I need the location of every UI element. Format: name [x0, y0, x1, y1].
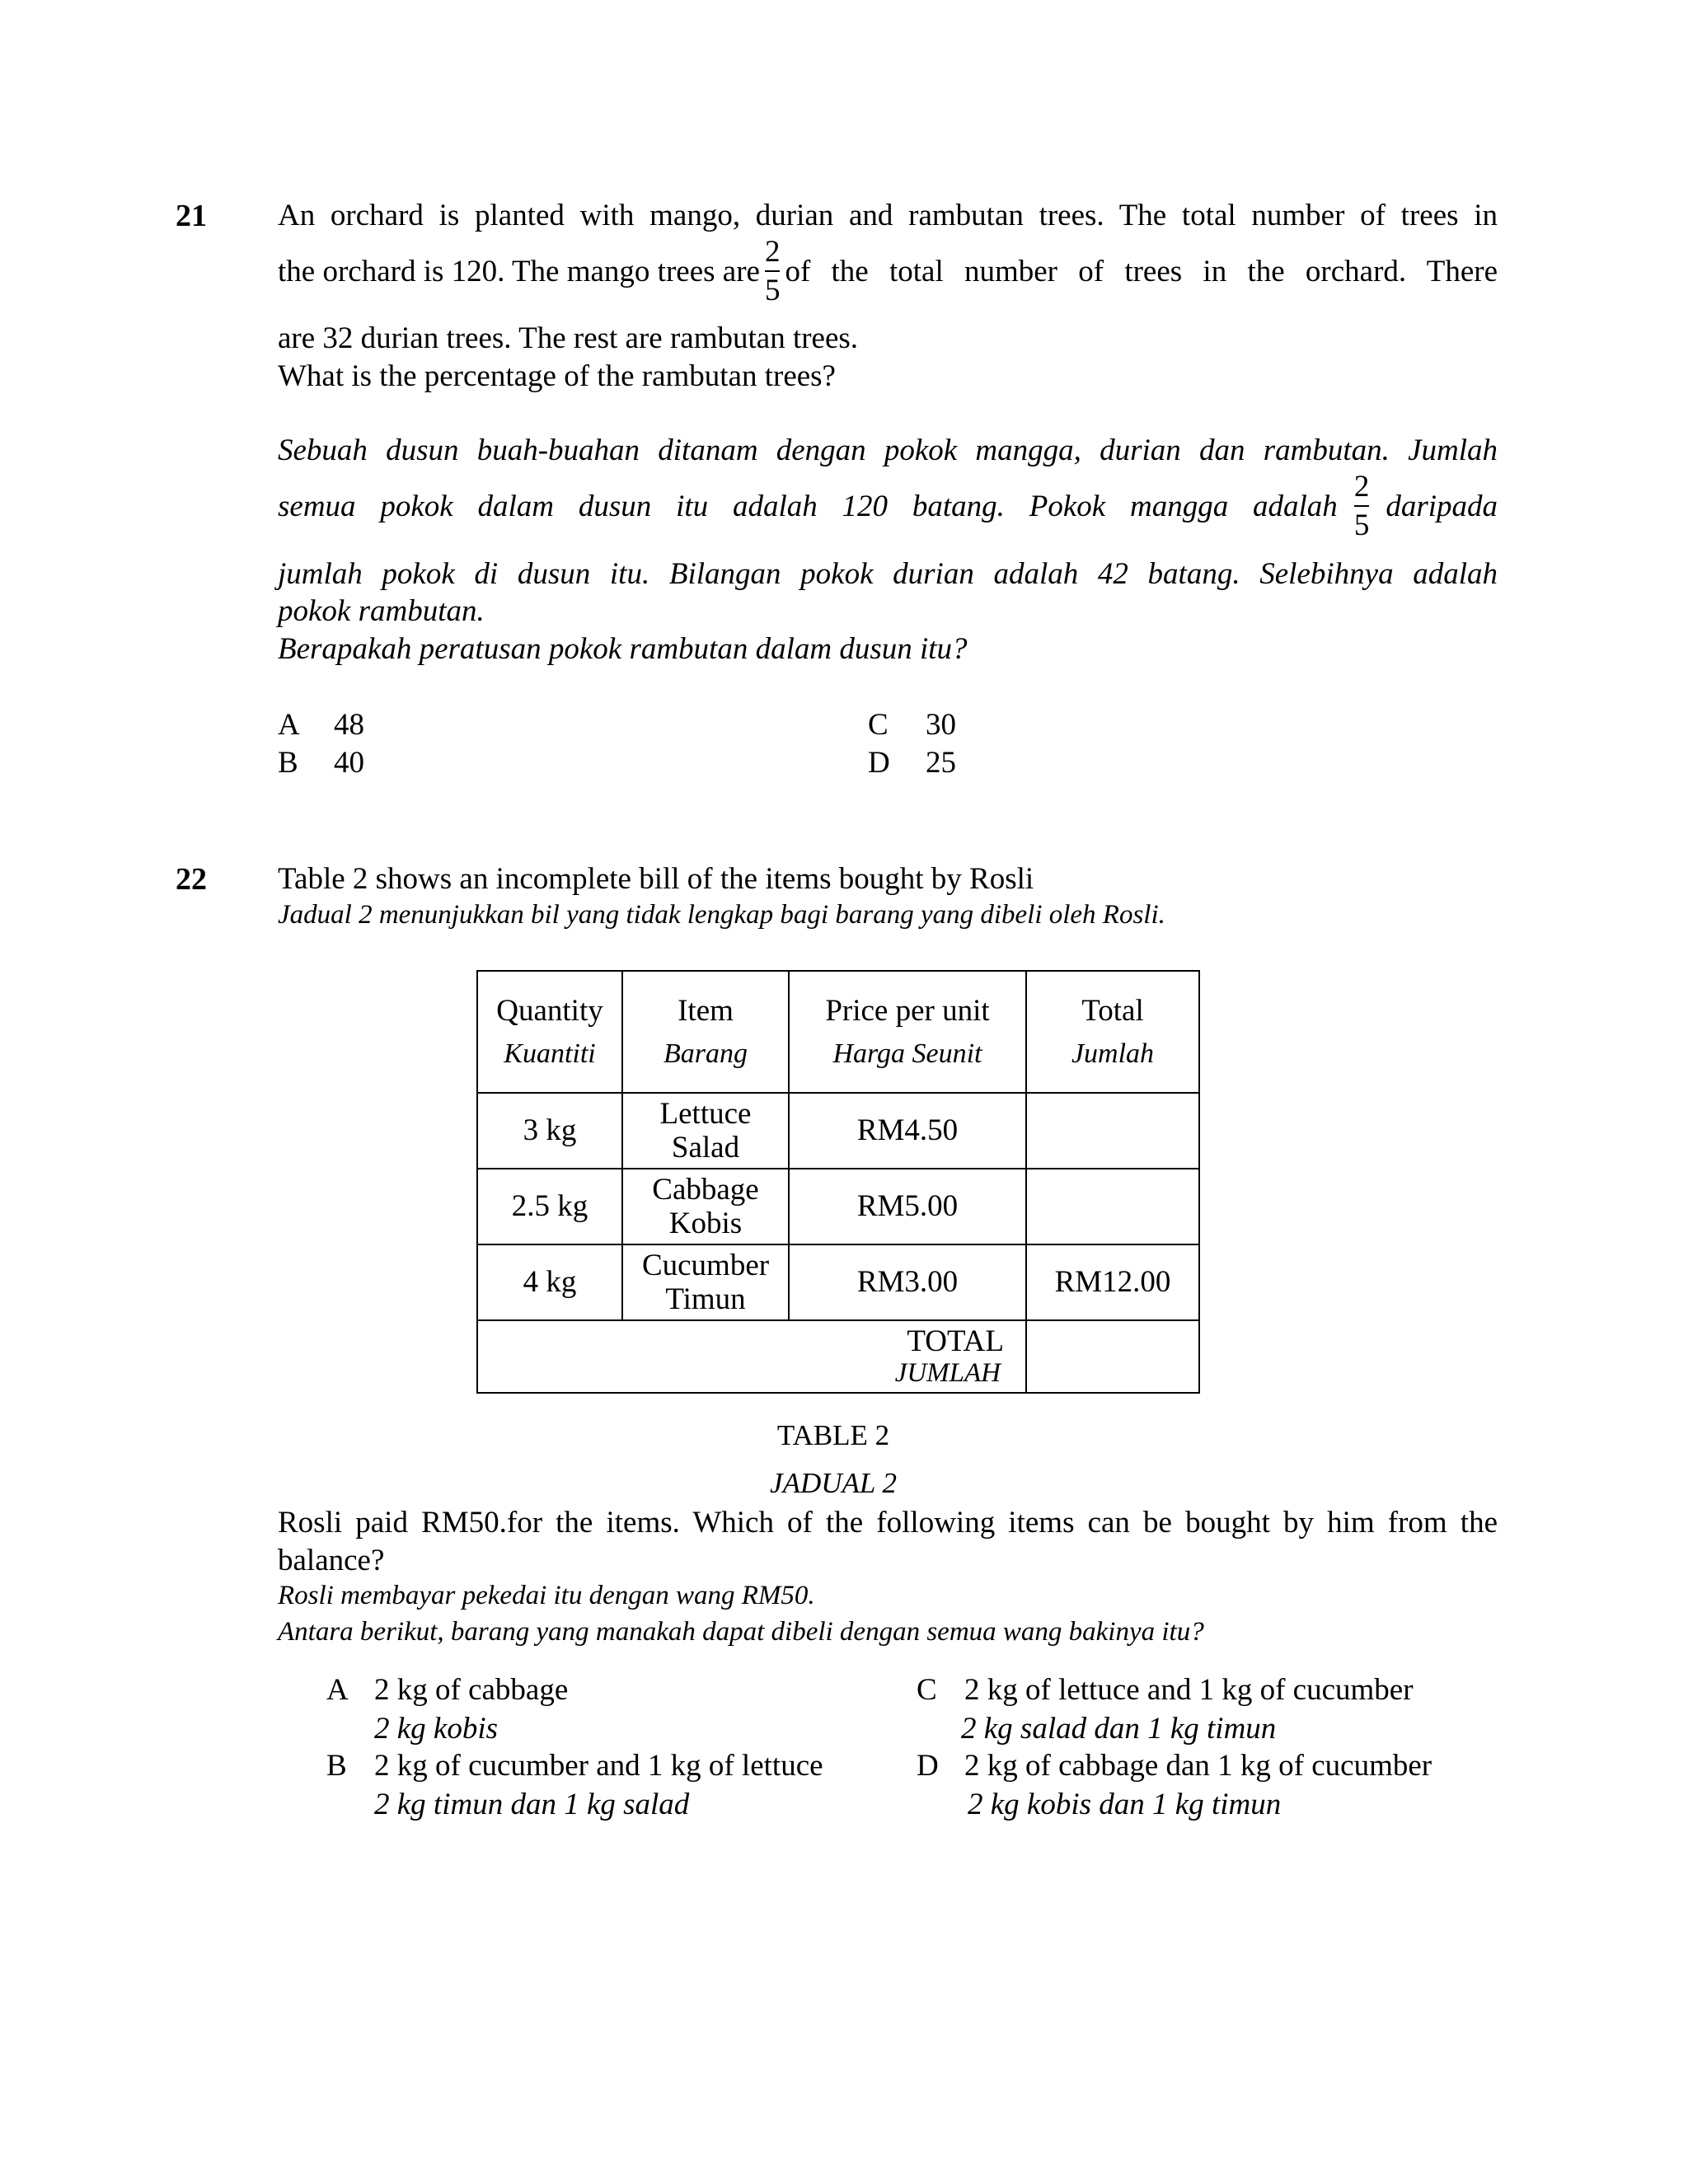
q21-en-line-1: An orchard is planted with mango, durian and rambutan trees. The total number of trees in	[278, 199, 1498, 232]
q21-en-line-2	[278, 237, 1498, 306]
cell-total	[1026, 1093, 1199, 1169]
header-item	[622, 971, 789, 1093]
q21-en-line-4: What is the percentage of the rambutan trees?	[278, 359, 836, 393]
table-row	[477, 1244, 1199, 1320]
q22-en-intro: Table 2 shows an incomplete bill of the items bought by Rosli	[278, 862, 1034, 896]
option-value: 25	[926, 746, 956, 780]
q21-option-b[interactable]	[278, 745, 364, 780]
option-letter: A	[326, 1673, 349, 1707]
table-caption-en	[0, 1419, 1688, 1452]
q21-fraction-en	[765, 237, 781, 306]
cell-quantity: 3 kg	[477, 1093, 622, 1169]
q22-ms-question-line-2: Antara berikut, barang yang manakah dapat dibeli dengan semua wang bakinya itu?	[278, 1617, 1204, 1647]
item-ms: Salad	[671, 1131, 740, 1165]
fraction-numerator: 2	[764, 235, 781, 269]
item-ms: Timun	[665, 1282, 746, 1316]
fraction-denominator: 5	[765, 270, 781, 306]
option-ms: 2 kg kobis	[374, 1712, 499, 1746]
fraction-denominator: 5	[1354, 505, 1370, 541]
total-label-ms: JUMLAH	[894, 1358, 1001, 1389]
cell-item	[622, 1093, 789, 1169]
header-total	[1026, 971, 1199, 1093]
header-total-ms: Jumlah	[1071, 1038, 1155, 1069]
question-21-number: 21	[176, 199, 207, 233]
header-price-ms: Harga Seunit	[832, 1038, 982, 1069]
item-en: Lettuce	[659, 1096, 752, 1131]
item-en: Cucumber	[641, 1248, 770, 1282]
header-total-en: Total	[1081, 993, 1144, 1028]
option-value: 30	[926, 708, 956, 742]
header-item-en: Item	[678, 993, 734, 1028]
option-en: 2 kg of cabbage dan 1 kg of cucumber	[964, 1749, 1432, 1783]
option-letter: A	[278, 708, 300, 742]
header-quantity-ms: Kuantiti	[504, 1038, 596, 1069]
option-letter: C	[868, 708, 889, 742]
item-ms: Kobis	[668, 1207, 743, 1240]
option-letter: D	[917, 1749, 939, 1783]
option-ms: 2 kg timun dan 1 kg salad	[374, 1788, 690, 1821]
header-price-en: Price per unit	[825, 993, 990, 1028]
q21-en-line-3: are 32 durian trees. The rest are rambutan trees.	[278, 321, 859, 355]
cell-total: RM12.00	[1026, 1244, 1199, 1320]
option-ms: 2 kg kobis dan 1 kg timun	[968, 1788, 1282, 1821]
cell-item	[622, 1244, 789, 1320]
q22-option-a[interactable]	[326, 1672, 568, 1746]
q22-ms-intro: Jadual 2 menunjukkan bil yang tidak lengkap bagi barang yang dibeli oleh Rosli.	[278, 900, 1165, 930]
header-price	[789, 971, 1026, 1093]
q22-option-d[interactable]	[917, 1748, 1432, 1822]
option-letter: C	[917, 1673, 937, 1707]
q22-option-c[interactable]	[917, 1672, 1414, 1746]
option-en: 2 kg of cabbage	[374, 1673, 569, 1707]
caption-ms-text: JADUAL 2	[770, 1467, 897, 1499]
option-en: 2 kg of lettuce and 1 kg of cucumber	[964, 1673, 1414, 1707]
question-22-number: 22	[176, 862, 207, 897]
option-en: 2 kg of cucumber and 1 kg of lettuce	[374, 1749, 823, 1783]
table-total-row	[477, 1320, 1199, 1393]
header-quantity	[477, 971, 622, 1093]
cell-quantity: 4 kg	[477, 1244, 622, 1320]
header-item-ms: Barang	[663, 1038, 748, 1069]
cell-price: RM4.50	[789, 1093, 1026, 1169]
q22-en-question-line-2: balance?	[278, 1544, 385, 1577]
cell-quantity: 2.5 kg	[477, 1169, 622, 1244]
q21-ms-line-5: Berapakah peratusan pokok rambutan dalam dusun itu?	[278, 632, 968, 666]
q21-option-c[interactable]	[868, 707, 956, 743]
cell-total-label	[477, 1320, 1026, 1393]
option-letter: D	[868, 746, 890, 780]
table-header-row	[477, 971, 1199, 1093]
table-caption-ms	[0, 1467, 1688, 1500]
caption-en-text: TABLE 2	[776, 1419, 890, 1451]
q21-option-d[interactable]	[868, 745, 956, 780]
option-value: 40	[334, 746, 364, 780]
option-value: 48	[334, 708, 364, 742]
header-quantity-en: Quantity	[496, 993, 603, 1028]
q22-option-b[interactable]	[326, 1748, 823, 1822]
q21-ms-line-4: pokok rambutan.	[278, 594, 485, 628]
q21-ms-line-3: jumlah pokok di dusun itu. Bilangan pokok durian adalah 42 batang. Selebihnya adalah	[278, 557, 1498, 591]
option-ms: 2 kg salad dan 1 kg timun	[961, 1712, 1277, 1746]
cell-price: RM3.00	[789, 1244, 1026, 1320]
q21-ms-line-1: Sebuah dusun buah-buahan ditanam dengan pokok mangga, durian dan rambutan. Jumlah	[278, 434, 1498, 467]
q22-en-question-line-1: Rosli paid RM50.for the items. Which of the following items can be bought by him from the	[278, 1506, 1498, 1540]
cell-grand-total	[1026, 1320, 1199, 1393]
table-row	[477, 1169, 1199, 1244]
q21-ms-line-2	[278, 471, 1498, 541]
q21-en-line-2b: of the total number of trees in the orchard. There	[785, 254, 1498, 288]
table-row	[477, 1093, 1199, 1169]
q21-fraction-ms	[1354, 471, 1370, 541]
q21-en-line-2a: the orchard is 120. The mango trees are	[278, 254, 760, 288]
cell-total	[1026, 1169, 1199, 1244]
fraction-numerator: 2	[1353, 470, 1370, 504]
total-label-en: TOTAL	[907, 1324, 1004, 1358]
q22-ms-question-line-1: Rosli membayar pekedai itu dengan wang RM50.	[278, 1581, 815, 1610]
cell-price: RM5.00	[789, 1169, 1026, 1244]
bill-table	[476, 970, 1200, 1394]
q21-ms-line-2a: semua pokok dalam dusun itu adalah 120 batang. Pokok mangga adalah	[278, 489, 1338, 523]
item-en: Cabbage	[652, 1172, 759, 1207]
option-letter: B	[278, 746, 298, 780]
q21-option-a[interactable]	[278, 707, 364, 743]
option-letter: B	[326, 1749, 347, 1783]
q21-ms-line-2b: daripada	[1386, 489, 1498, 523]
cell-item	[622, 1169, 789, 1244]
